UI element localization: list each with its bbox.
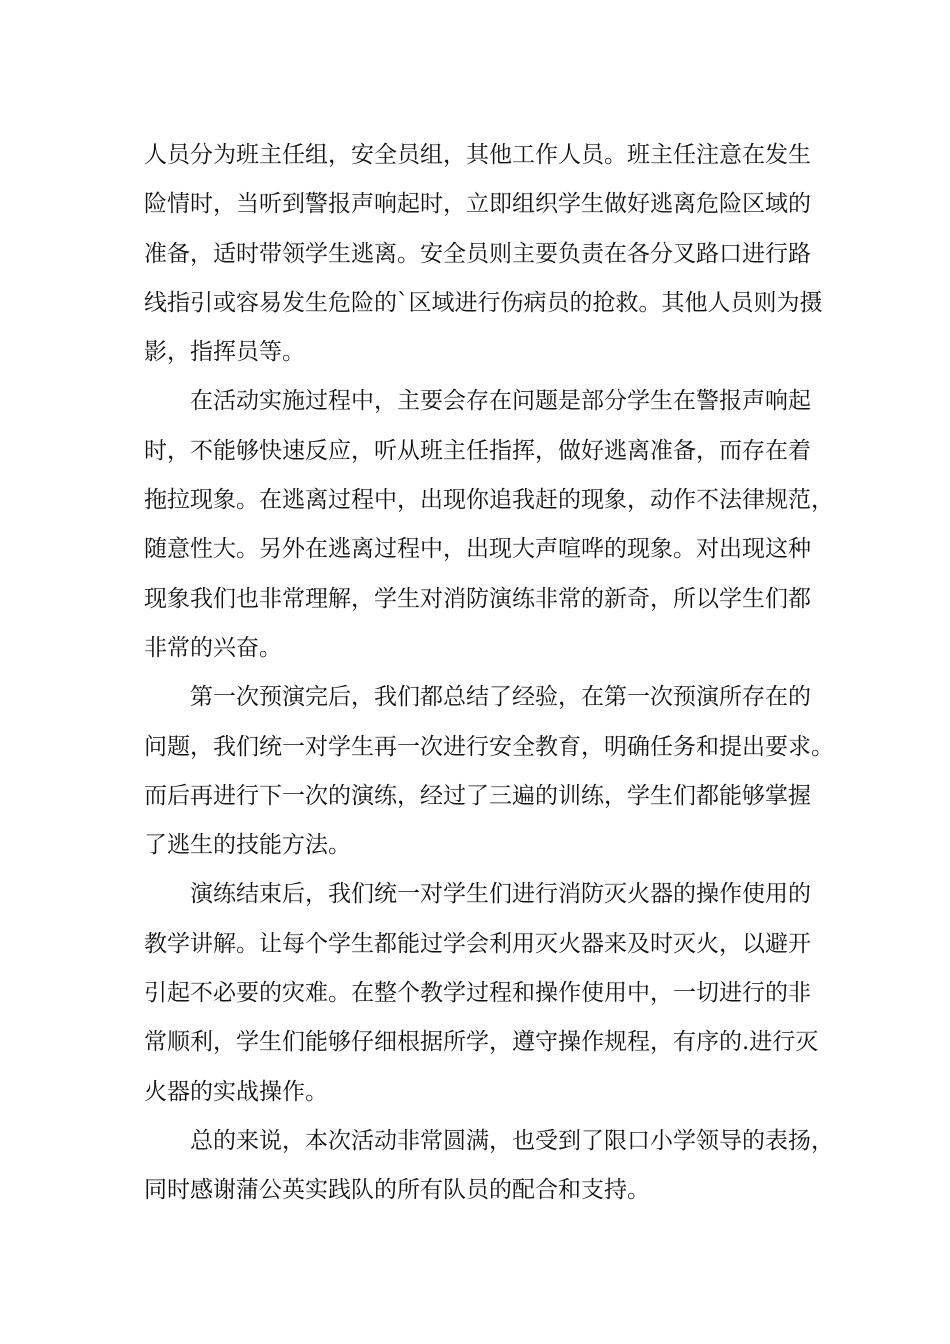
paragraph-1 — [144, 131, 823, 377]
text-line: 随意性大。另外在逃离过程中，出现大声喧哗的现象。对出现这种 — [144, 536, 811, 563]
text-line: 了逃生的技能方法。 — [144, 832, 351, 859]
text-line: 常顺利，学生们能够仔细根据所学，遵守操作规程，有序的.进行灭 — [144, 1029, 819, 1056]
text-line: 人员分为班主任组，安全员组，其他工作人员。班主任注意在发生 — [144, 142, 811, 168]
text-line: 演练结束后，我们统一对学生们进行消防灭火器的操作使用的 — [190, 881, 811, 908]
paragraph-3 — [144, 673, 834, 870]
text-line: 火器的实战操作。 — [144, 1078, 328, 1105]
text-line: 现象我们也非常理解，学生对消防演练非常的新奇，所以学生们都 — [144, 585, 811, 612]
text-line: 总的来说，本次活动非常圆满，也受到了限口小学领导的表扬， — [190, 1127, 834, 1154]
text-line: 线指引或容易发生危险的`区域进行伤病员的抢救。其他人员则为摄 — [144, 289, 823, 316]
text-line: 第一次预演完后，我们都总结了经验，在第一次预演所存在的 — [190, 684, 811, 711]
paragraph-5 — [144, 1117, 834, 1216]
text-line: 在活动实施过程中，主要会存在问题是部分学生在警报声响起 — [190, 388, 811, 415]
text-line: 影，指挥员等。 — [144, 339, 305, 366]
text-line: 问题，我们统一对学生再一次进行安全教育，明确任务和提出要求。 — [144, 733, 834, 760]
text-line: 引起不必要的灾难。在整个教学过程和操作使用中，一切进行的非 — [144, 980, 811, 1007]
text-line: 时，不能够快速反应，听从班主任指挥，做好逃离准备，而存在着 — [144, 437, 811, 464]
paragraph-2 — [144, 377, 834, 673]
paragraph-4 — [144, 870, 819, 1116]
text-line: 险情时，当听到警报声响起时，立即组织学生做好逃离危险区域的 — [144, 191, 811, 218]
text-line: 非常的兴奋。 — [144, 634, 282, 661]
text-line: 教学讲解。让每个学生都能过学会利用灭火器来及时灭火，以避开 — [144, 930, 811, 957]
text-line: 同时感谢蒲公英实践队的所有队员的配合和支持。 — [144, 1177, 650, 1204]
text-line: 拖拉现象。在逃离过程中，出现你追我赶的现象，动作不法律规范， — [144, 487, 834, 514]
text-line: 准备，适时带领学生逃离。安全员则主要负责在各分叉路口进行路 — [144, 240, 811, 267]
document-body — [144, 131, 834, 1216]
text-line: 而后再进行下一次的演练，经过了三遍的训练，学生们都能够掌握 — [144, 782, 811, 809]
